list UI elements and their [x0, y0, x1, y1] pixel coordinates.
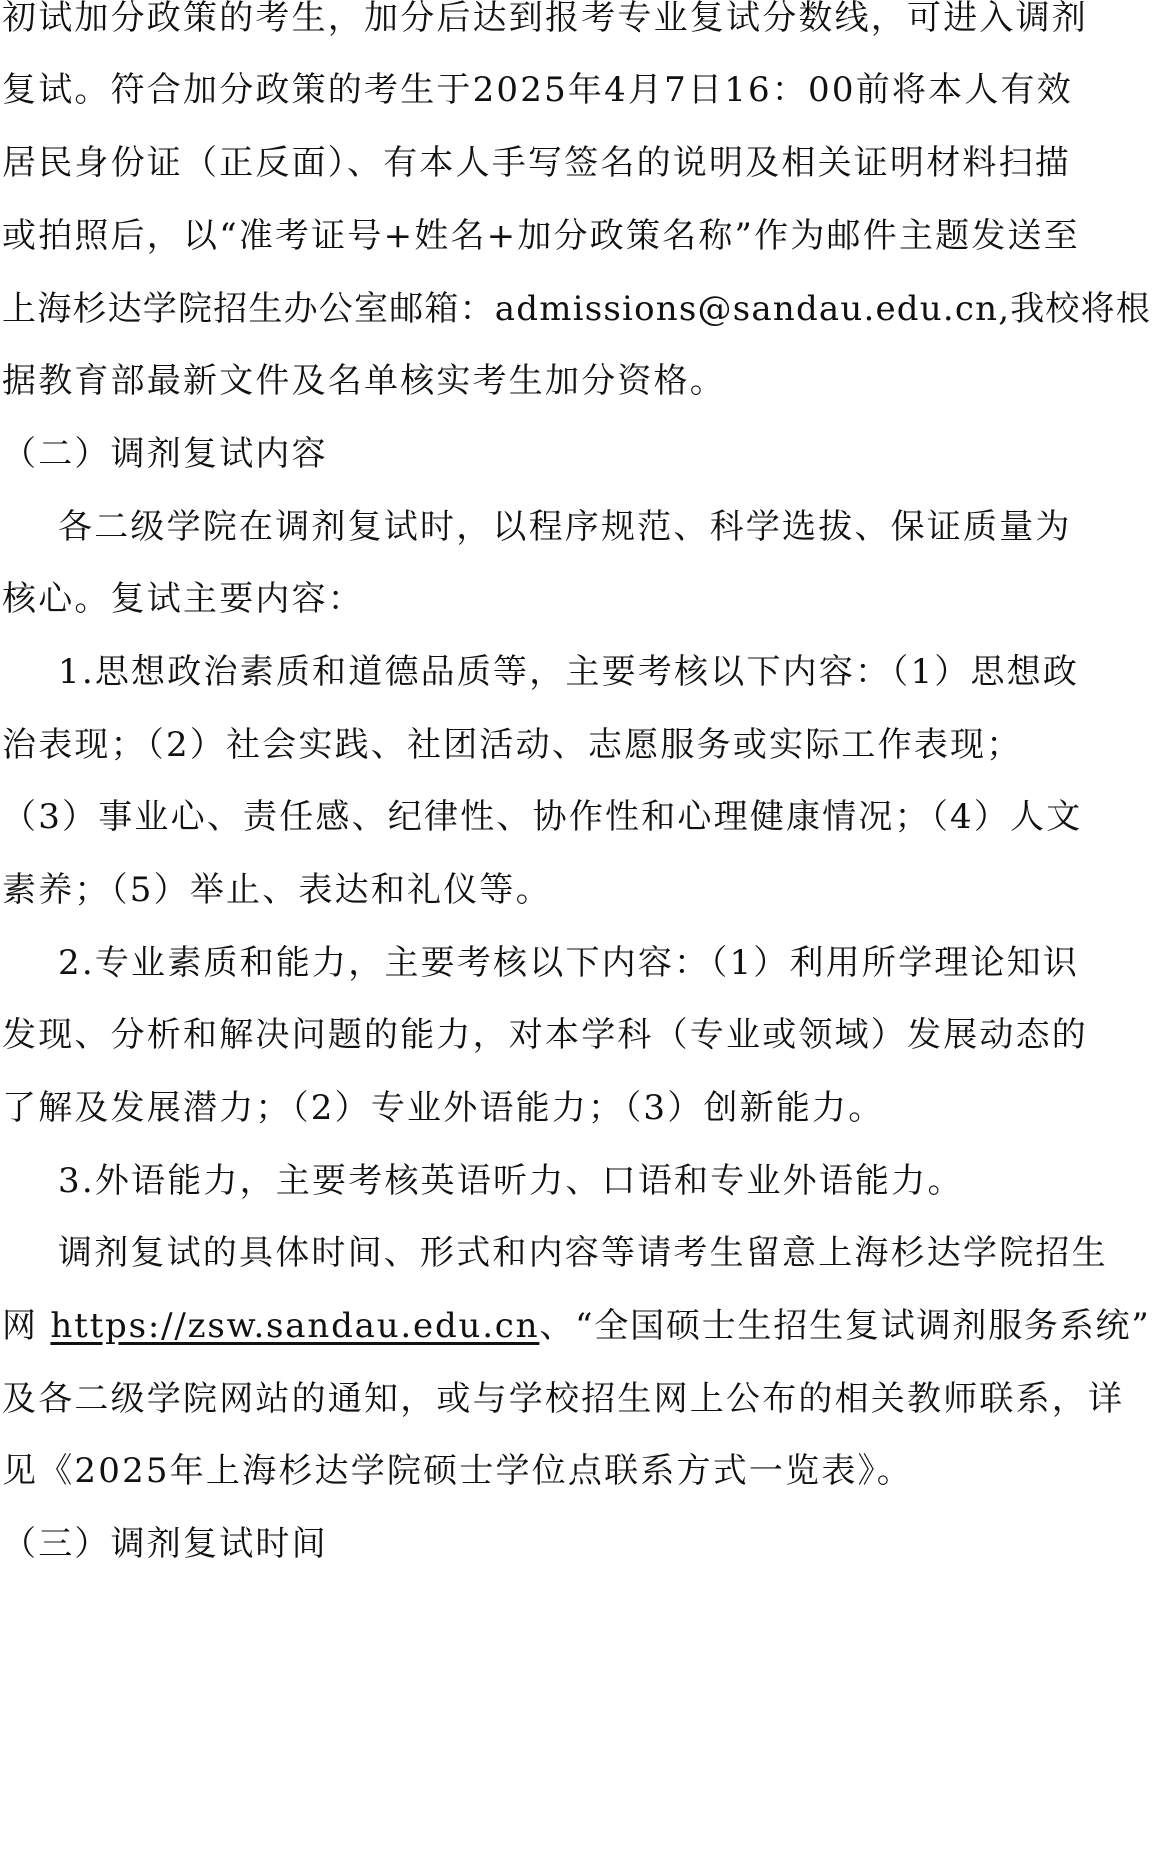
list-item-line: 1.思想政治素质和道德品质等，主要考核以下内容：（1）思想政 — [58, 652, 1080, 692]
paragraph-line: 居民身份证（正反面）、有本人手写签名的说明及相关证明材料扫描 — [2, 143, 1071, 183]
paragraph-line: 上海杉达学院招生办公室邮箱：admissions@sandau.edu.cn,我校将根 — [2, 289, 1152, 329]
paragraph-line: 核心。复试主要内容： — [2, 579, 364, 619]
paragraph-line-with-link — [2, 1296, 1151, 1356]
list-item-line: 发现、分析和解决问题的能力，对本学科（专业或领域）发展动态的 — [2, 1015, 1088, 1055]
paragraph-line: 初试加分政策的考生，加分后达到报考专业复试分数线，可进入调剂 — [2, 0, 1088, 38]
list-item-line: 3.外语能力，主要考核英语听力、口语和专业外语能力。 — [58, 1161, 964, 1201]
paragraph-line: 见《2025年上海杉达学院硕士学位点联系方式一览表》。 — [2, 1451, 913, 1491]
section-heading: （三）调剂复试时间 — [2, 1524, 328, 1564]
paragraph-line: 调剂复试的具体时间、形式和内容等请考生留意上海杉达学院招生 — [58, 1233, 1108, 1273]
admissions-website-link[interactable]: https://zsw.sandau.edu.cn — [50, 1306, 540, 1346]
paragraph-line: 复试。符合加分政策的考生于2025年4月7日16：00前将本人有效 — [2, 70, 1073, 110]
website-prefix: 网 — [2, 1306, 51, 1346]
list-item-line: 2.专业素质和能力，主要考核以下内容：（1）利用所学理论知识 — [58, 943, 1080, 983]
paragraph-line: 或拍照后，以“准考证号+姓名+加分政策名称”作为邮件主题发送至 — [2, 216, 1080, 256]
paragraph-line: 据教育部最新文件及名单核实考生加分资格。 — [2, 361, 726, 401]
section-heading: （二）调剂复试内容 — [2, 434, 328, 474]
list-item-line: 素养；（5）举止、表达和礼仪等。 — [2, 870, 552, 910]
list-item-line: 治表现；（2）社会实践、社团活动、志愿服务或实际工作表现； — [2, 725, 1023, 765]
website-suffix: 、“全国硕士生招生复试调剂服务系统” — [539, 1306, 1151, 1346]
list-item-line: 了解及发展潜力；（2）专业外语能力；（3）创新能力。 — [2, 1088, 885, 1128]
paragraph-line: 及各二级学院网站的通知，或与学校招生网上公布的相关教师联系，详 — [2, 1379, 1125, 1419]
paragraph-line: 各二级学院在调剂复试时，以程序规范、科学选拔、保证质量为 — [58, 507, 1072, 547]
list-item-line: （3）事业心、责任感、纪律性、协作性和心理健康情况；（4）人文 — [2, 797, 1083, 837]
